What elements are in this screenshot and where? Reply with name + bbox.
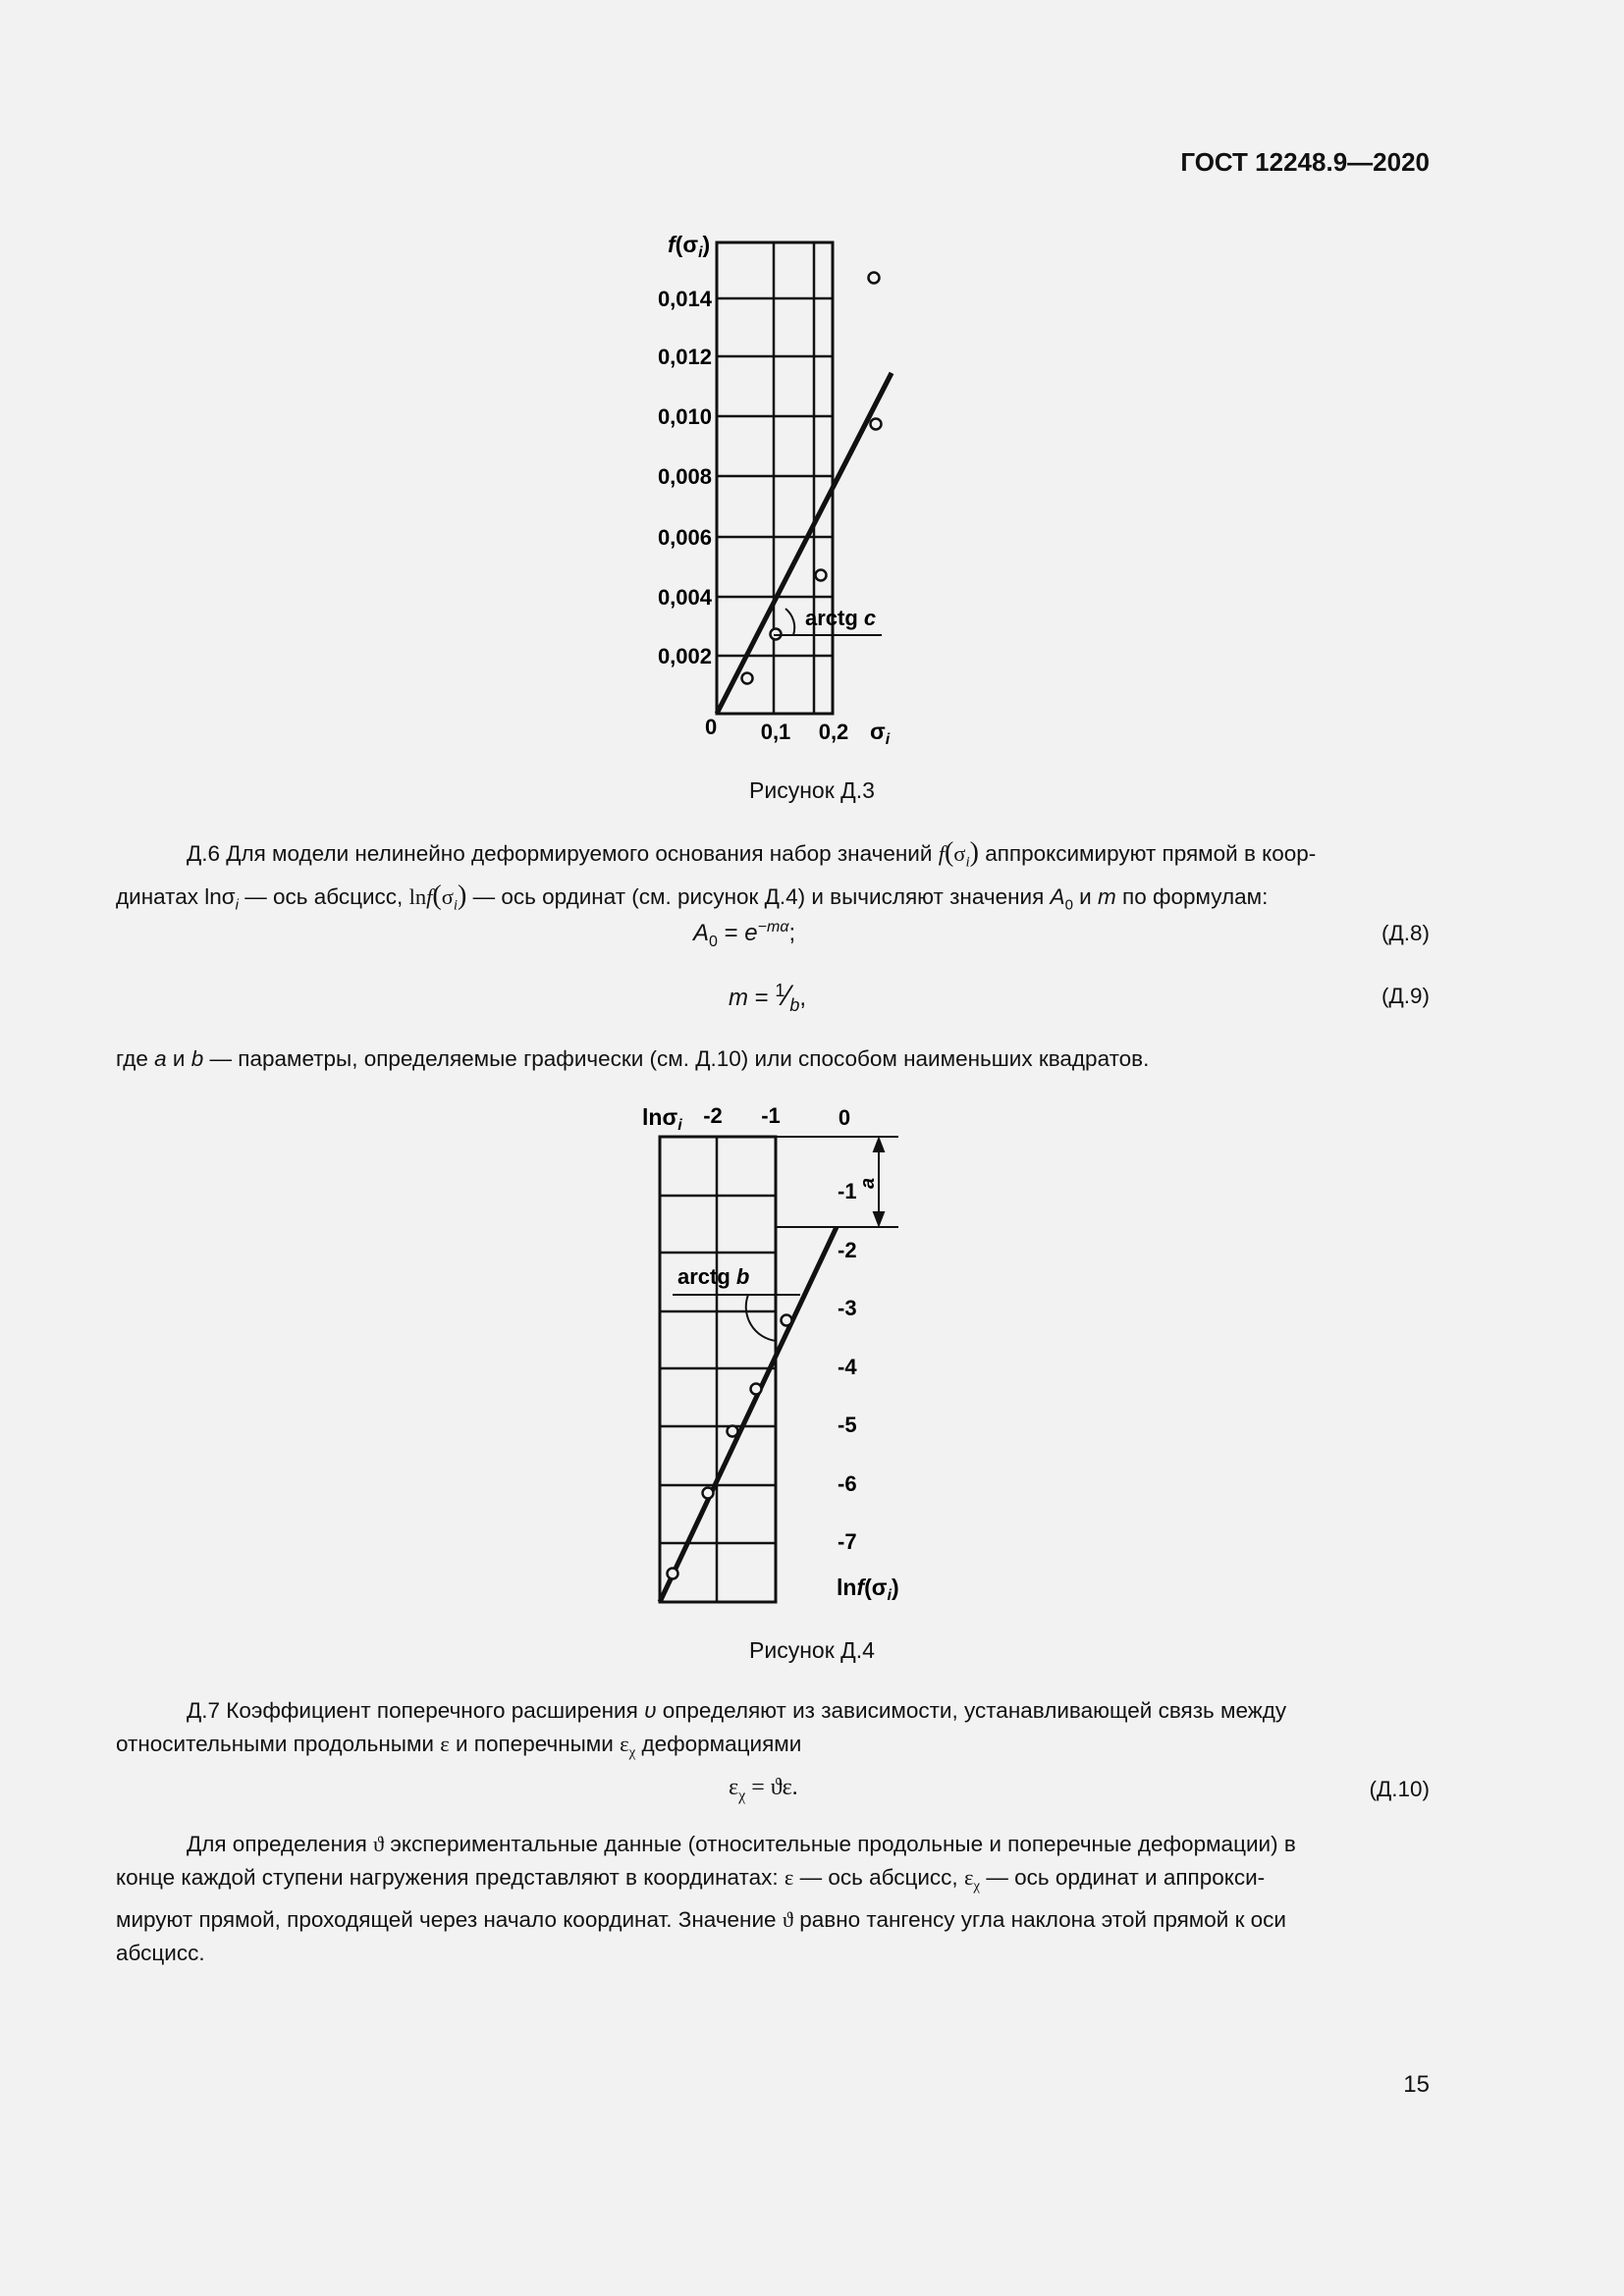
y-tick-label: 0,006	[657, 525, 712, 550]
paragraph-definition-line4: абсцисс.	[116, 1940, 205, 1965]
figure-d3-grid	[717, 242, 833, 714]
paragraph-d7-line1: Д.7 Коэффициент поперечного расширения υ определяют из зависимости, устанавливающей связь между	[187, 1698, 1287, 1723]
origin-label: 0	[705, 715, 718, 739]
paragraph-definition-line1: Для определения ϑ экспериментальные данные (относительные продольные и поперечные деформации) в	[187, 1832, 1296, 1856]
x-tick-label: 0	[838, 1105, 851, 1130]
y-tick-label: -3	[838, 1296, 857, 1320]
y-tick-labels	[838, 1179, 857, 1554]
paragraph-d6-line1: Д.6 Для модели нелинейно деформируемого основания набор значений $f(\sigma_i)$ аппроксимируют прямой в коор-	[187, 837, 1317, 871]
data-point	[816, 570, 827, 581]
y-tick-label: -6	[838, 1471, 857, 1496]
paragraph-d6	[116, 836, 1430, 922]
angle-label: arctg b	[677, 1264, 750, 1289]
y-axis-label: $\ln f(\sigma_i)$	[837, 1575, 899, 1604]
data-point	[869, 273, 880, 284]
x-tick-label: 0,1	[760, 720, 791, 744]
y-tick-label: 0,014	[657, 287, 712, 311]
y-tick-label: -5	[838, 1413, 857, 1437]
paragraph-definition-line2: конце каждой ступени нагружения представляют в координатах: ε — ось абсцисс, $\varepsilon_\chi$ — ось ординат и аппрокси-	[116, 1865, 1266, 1895]
x-tick-label: -2	[703, 1103, 723, 1128]
equation-d10-number: (Д.10)	[1369, 1777, 1430, 1801]
x-axis-label: lnσ$_i$	[642, 1104, 682, 1134]
x-axis-label: $\sigma_i$	[870, 719, 891, 748]
paragraph-d7-line2: относительными продольными ε и поперечными $\varepsilon_\chi$ деформациями	[116, 1732, 802, 1761]
angle-arc	[746, 1295, 776, 1341]
equation-d9: $m = ^1⁄_b$,	[729, 980, 807, 1015]
data-point	[703, 1488, 714, 1499]
y-tick-label: 0,004	[657, 585, 712, 610]
data-point	[668, 1569, 678, 1579]
data-point	[871, 419, 882, 430]
dimension-a-label: a	[857, 1177, 879, 1189]
x-tick-label: 0,2	[818, 720, 849, 744]
paragraph-d6-line2: динатах lnσ$_i$ — ось абсцисс, $\ln f(\sigma_i)$ — ось ординат (см. рисунок Д.4) и вычисляют значения $A_0$ и m по формулам:	[116, 880, 1269, 913]
data-point	[751, 1384, 762, 1395]
equation-d10: $\varepsilon_\chi = ϑ\varepsilon$.	[729, 1775, 798, 1804]
y-tick-label: 0,012	[657, 345, 712, 369]
data-point	[728, 1426, 738, 1437]
fit-line-ext	[833, 373, 892, 488]
y-tick-label: -1	[838, 1179, 857, 1203]
y-tick-label: 0,002	[657, 644, 712, 668]
figure-d4-caption: Рисунок Д.4	[749, 1637, 875, 1663]
x-tick-labels	[761, 720, 849, 744]
y-tick-label: -4	[838, 1355, 857, 1379]
paragraph-definition-line3: мируют прямой, проходящей через начало координат. Значение ϑ равно тангенсу угла наклона этой прямой к оси	[116, 1906, 1287, 1932]
y-tick-label: 0,008	[657, 464, 712, 489]
paragraph-definition	[116, 1828, 1430, 1970]
equation-d8: $A_0 = e^{-m\alpha}$;	[693, 919, 796, 950]
figure-d3-caption: Рисунок Д.3	[749, 777, 875, 803]
equation-d8-number: (Д.8)	[1381, 921, 1430, 945]
x-tick-labels	[703, 1103, 850, 1130]
document-header: ГОСТ 12248.9—2020	[1180, 147, 1430, 177]
svg-text:f(σi): $f(\sigma_i)$	[668, 232, 711, 261]
angle-label: arctg c	[805, 606, 877, 630]
x-tick-label: -1	[761, 1103, 781, 1128]
y-tick-label: -7	[838, 1529, 857, 1554]
data-point	[742, 673, 753, 684]
y-tick-label: -2	[838, 1238, 857, 1262]
equation-d9-number: (Д.9)	[1381, 984, 1430, 1008]
figure-d4	[628, 1095, 933, 1615]
y-tick-label: 0,010	[657, 404, 712, 429]
figure-d4-grid	[660, 1137, 776, 1602]
figure-d3	[628, 231, 913, 761]
page-number: 15	[1403, 2071, 1430, 2098]
y-tick-labels	[658, 287, 713, 668]
paragraph-where: где a и b — параметры, определяемые графически (см. Д.10) или способом наименьших квадратов.	[116, 1046, 1150, 1071]
data-points	[668, 1315, 792, 1579]
paragraph-d7	[116, 1694, 1430, 1770]
data-point	[782, 1315, 792, 1326]
y-axis-label	[668, 232, 710, 261]
angle-arc	[785, 609, 794, 635]
